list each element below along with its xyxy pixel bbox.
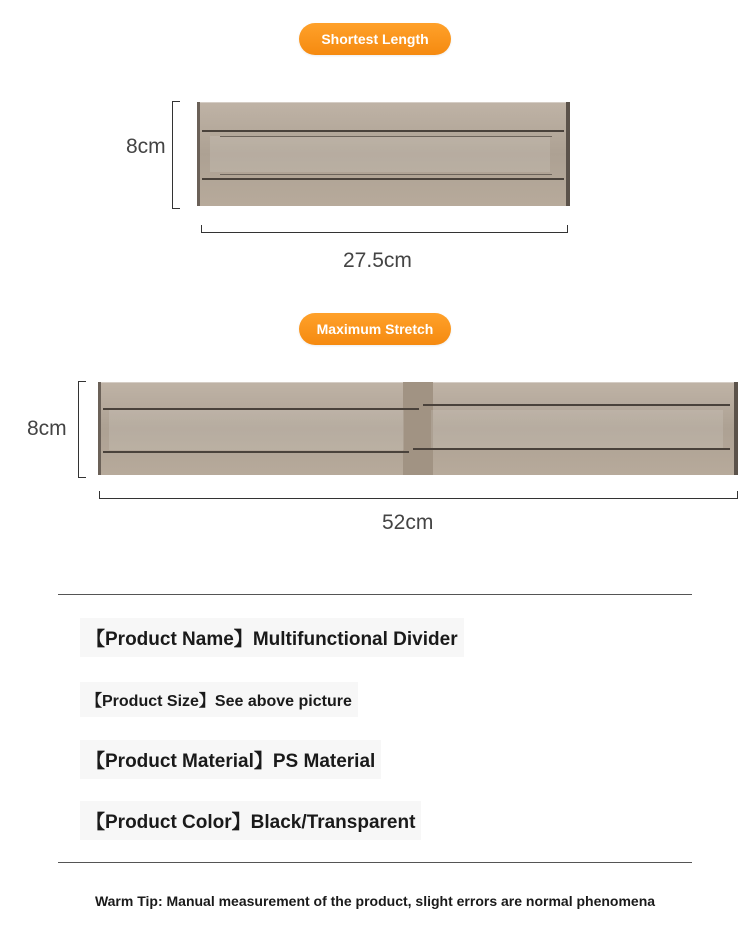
- height-bracket: [78, 381, 86, 478]
- maximum-stretch-badge: Maximum Stretch: [299, 313, 451, 345]
- right-top-rail: [423, 404, 730, 406]
- slider-joint: [403, 382, 433, 475]
- height-bracket: [172, 101, 180, 209]
- spec-value: Multifunctional Divider: [252, 629, 458, 650]
- divider-maximum-image: [98, 382, 738, 475]
- bottom-rail: [202, 178, 564, 180]
- left-bottom-rail: [103, 451, 409, 453]
- inner-rail: [220, 136, 552, 137]
- spec-product-size: [80, 682, 358, 717]
- height-label: 8cm: [126, 135, 166, 158]
- spec-value: PS Material: [272, 751, 376, 772]
- spec-key: 【Product Size】: [86, 693, 215, 710]
- top-rail: [202, 130, 564, 132]
- left-top-rail: [103, 408, 419, 410]
- length-label: 27.5cm: [343, 249, 412, 272]
- panel-highlight: [210, 136, 550, 172]
- spec-product-name: [80, 618, 464, 657]
- separator-top: [58, 594, 692, 595]
- separator-bottom: [58, 862, 692, 863]
- inner-rail: [220, 174, 552, 175]
- length-bracket: [99, 491, 738, 499]
- shortest-length-badge: Shortest Length: [299, 23, 451, 55]
- spec-product-material: [80, 740, 381, 779]
- spec-key: 【Product Name】: [86, 629, 253, 650]
- spec-product-color: [80, 801, 421, 840]
- length-label: 52cm: [382, 511, 434, 534]
- panel-highlight: [431, 410, 723, 450]
- height-label: 8cm: [27, 417, 67, 440]
- spec-value: See above picture: [214, 693, 352, 710]
- spec-key: 【Product Color】: [86, 812, 251, 833]
- right-bottom-rail: [413, 448, 730, 450]
- spec-key: 【Product Material】: [86, 751, 273, 772]
- warm-tip: Warm Tip: Manual measurement of the product, slight errors are normal phenomena: [94, 893, 656, 909]
- panel-highlight: [109, 410, 404, 450]
- divider-shortest-image: [197, 102, 570, 206]
- length-bracket: [201, 225, 568, 233]
- spec-value: Black/Transparent: [250, 812, 416, 833]
